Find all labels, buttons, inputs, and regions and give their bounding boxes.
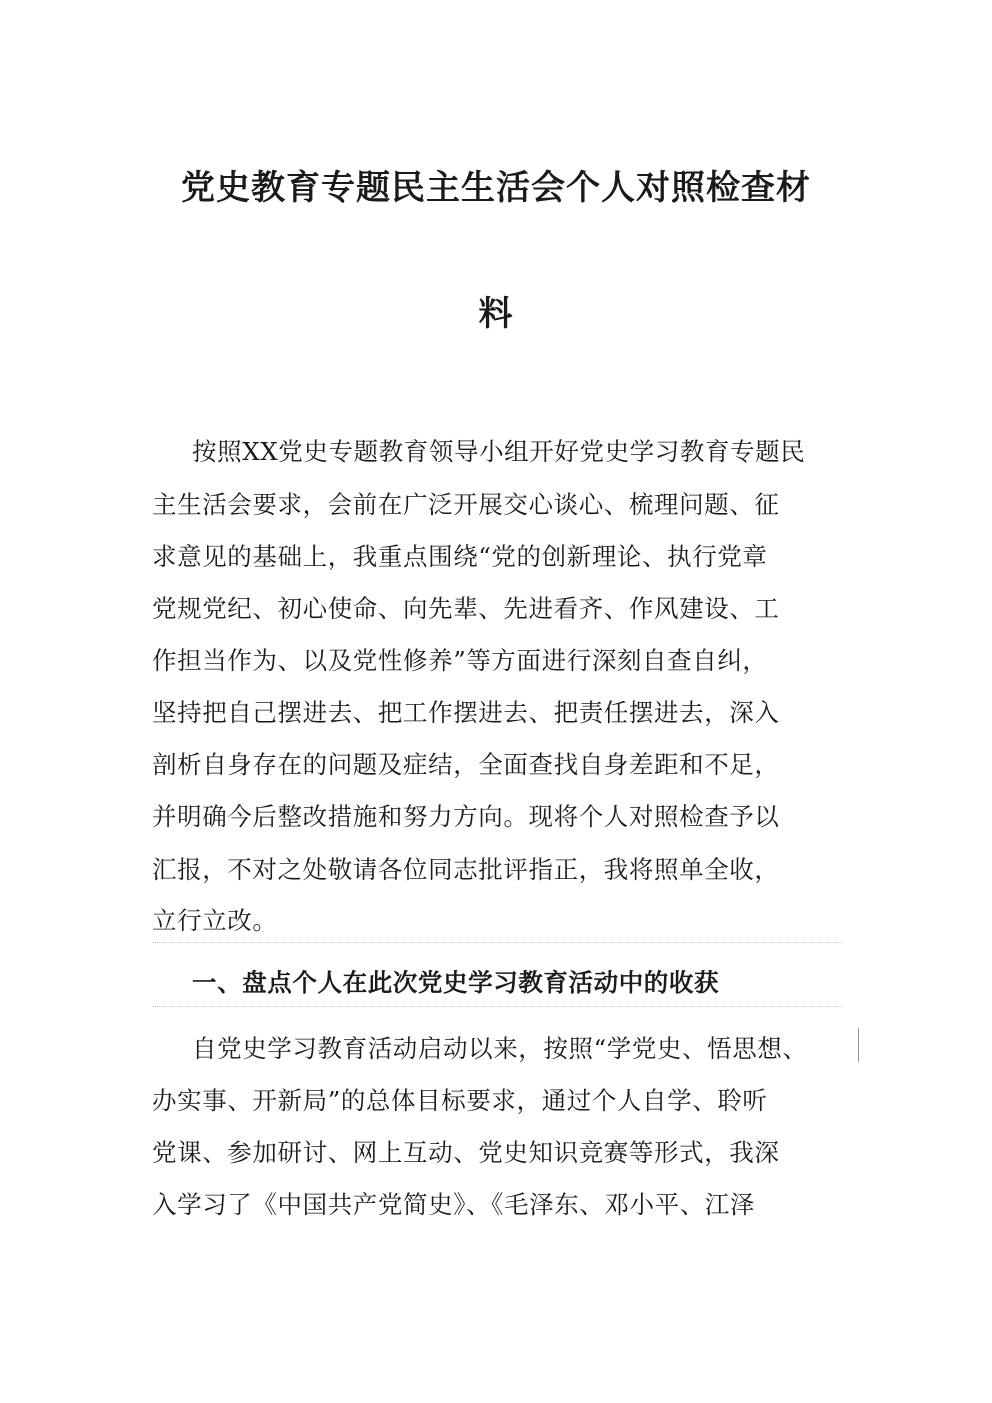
section-paragraph-line: 党课、参加研讨、网上互动、党史知识竞赛等形式，我深 xyxy=(152,1138,780,1167)
section-paragraph-line: 办实事、开新局”的总体目标要求，通过个人自学、聆听 xyxy=(152,1086,768,1115)
document-title-line-2: 料 xyxy=(478,294,514,334)
paragraph-divider xyxy=(152,942,842,943)
heading-divider xyxy=(152,1006,842,1007)
intro-paragraph-line: 立行立改。 xyxy=(152,906,278,935)
intro-paragraph-line: 汇报，不对之处敬请各位同志批评指正，我将照单全收， xyxy=(152,855,780,884)
intro-paragraph-line: 党规党纪、初心使命、向先辈、先进看齐、作风建设、工 xyxy=(152,594,780,623)
margin-marker xyxy=(858,1028,859,1062)
intro-paragraph-line: 作担当作为、以及党性修养”等方面进行深刻自查自纠， xyxy=(152,646,768,675)
intro-paragraph-line: 坚持把自己摆进去、把工作摆进去、把责任摆进去，深入 xyxy=(152,698,780,727)
document-title-line-1: 党史教育专题民主生活会个人对照检查材 xyxy=(181,168,811,208)
section-paragraph-line: 入学习了《中国共产党简史》、《毛泽东、邓小平、江泽 xyxy=(152,1190,755,1219)
intro-paragraph-line: 并明确今后整改措施和努力方向。现将个人对照检查予以 xyxy=(152,802,780,831)
section-heading: 一、盘点个人在此次党史学习教育活动中的收获 xyxy=(192,968,720,997)
section-paragraph-line: 自党史学习教育活动启动以来，按照“学党史、悟思想、 xyxy=(192,1034,808,1063)
intro-paragraph-line: 剖析自身存在的问题及症结，全面查找自身差距和不足， xyxy=(152,750,780,779)
intro-paragraph-line: 求意见的基础上，我重点围绕“党的创新理论、执行党章 xyxy=(152,542,768,571)
intro-paragraph-line: 主生活会要求，会前在广泛开展交心谈心、梳理问题、征 xyxy=(152,490,780,519)
intro-paragraph-line: 按照XX党史专题教育领导小组开好党史学习教育专题民 xyxy=(192,437,806,466)
